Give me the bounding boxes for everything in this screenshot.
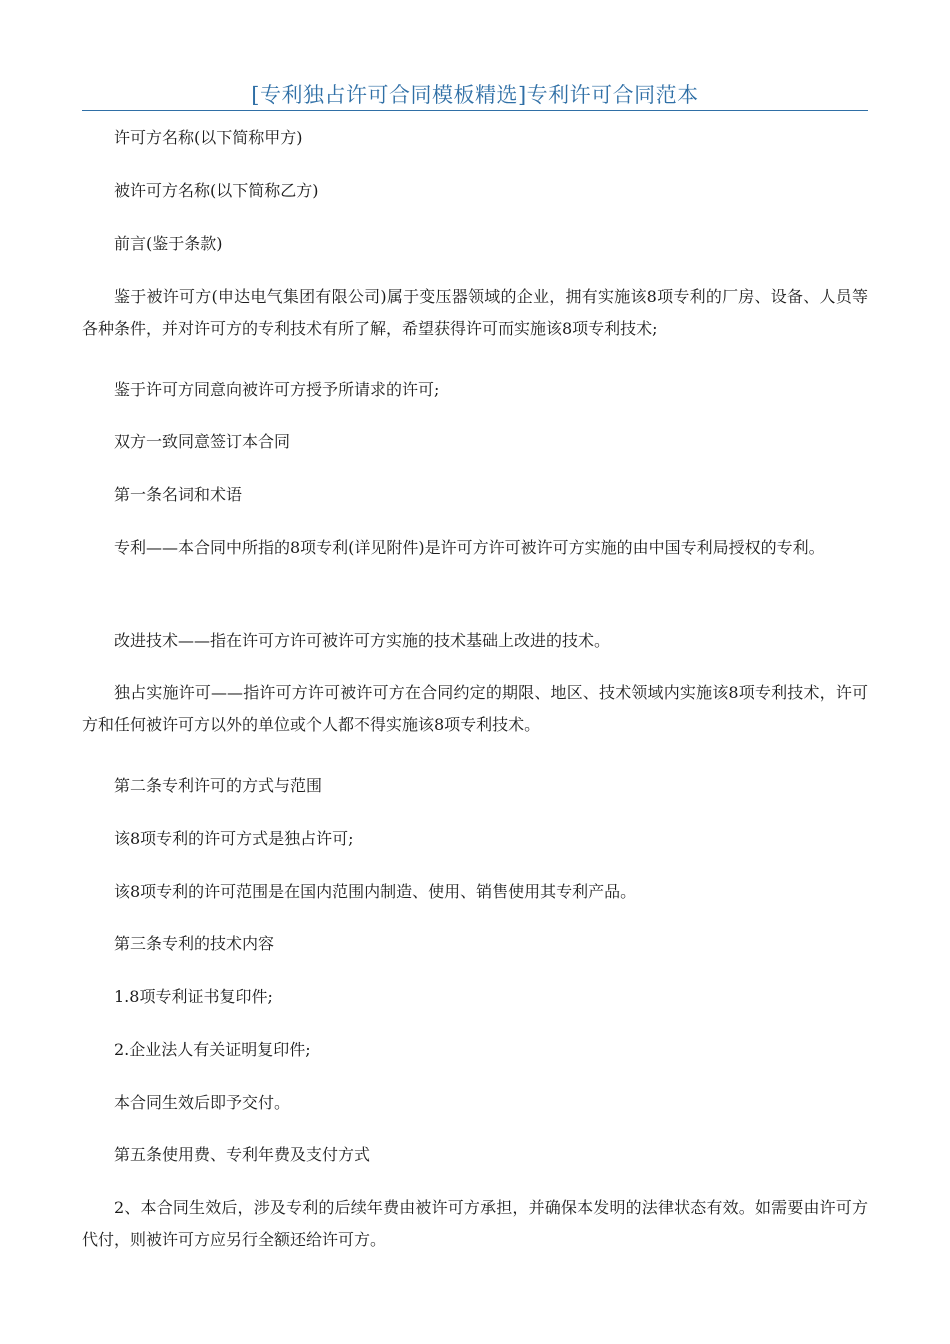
paragraph-delivery: 本合同生效后即予交付。 xyxy=(114,1093,291,1112)
title-underline xyxy=(82,110,868,111)
paragraph-definition-patent: 专利——本合同中所指的8项专利(详见附件)是许可方许可被许可方实施的由中国专利局授权的专利。 xyxy=(114,538,825,557)
list-item-corporate-proof: 2.企业法人有关证明复印件; xyxy=(114,1040,311,1059)
document-title: [专利独占许可合同模板精选]专利许可合同范本 xyxy=(251,83,699,107)
paragraph-licensor-name: 许可方名称(以下简称甲方) xyxy=(114,128,303,147)
heading-article-5: 第五条使用费、专利年费及支付方式 xyxy=(114,1145,371,1164)
heading-article-1: 第一条名词和术语 xyxy=(114,485,243,504)
paragraph-license-mode: 该8项专利的许可方式是独占许可; xyxy=(114,829,354,848)
paragraph-preamble-heading: 前言(鉴于条款) xyxy=(114,234,223,253)
list-item-certificates: 1.8项专利证书复印件; xyxy=(114,987,273,1006)
heading-article-3: 第三条专利的技术内容 xyxy=(114,934,275,953)
paragraph-definition-improvement: 改进技术——指在许可方许可被许可方实施的技术基础上改进的技术。 xyxy=(114,631,611,650)
paragraph-definition-exclusive: 独占实施许可——指许可方许可被许可方在合同约定的期限、地区、技术领域内实施该8项专利技术，许可方和任何被许可方以外的单位或个人都不得实施该8项专利技术。 xyxy=(82,683,868,734)
paragraph-licensee-name: 被许可方名称(以下简称乙方) xyxy=(114,181,319,200)
paragraph-whereas-licensee: 鉴于被许可方(申达电气集团有限公司)属于变压器领域的企业，拥有实施该8项专利的厂房、设备、人员等各种条件，并对许可方的专利技术有所了解，希望获得许可而实施该8项专利技术; xyxy=(82,287,868,338)
paragraph-license-scope: 该8项专利的许可范围是在国内范围内制造、使用、销售使用其专利产品。 xyxy=(114,882,637,901)
paragraph-annual-fees: 2、本合同生效后，涉及专利的后续年费由被许可方承担，并确保本发明的法律状态有效。如需要由许可方代付，则被许可方应另行全额还给许可方。 xyxy=(82,1198,868,1249)
paragraph-whereas-licensor: 鉴于许可方同意向被许可方授予所请求的许可; xyxy=(114,380,440,399)
heading-article-2: 第二条专利许可的方式与范围 xyxy=(114,776,323,795)
paragraph-agreement: 双方一致同意签订本合同 xyxy=(114,432,291,451)
